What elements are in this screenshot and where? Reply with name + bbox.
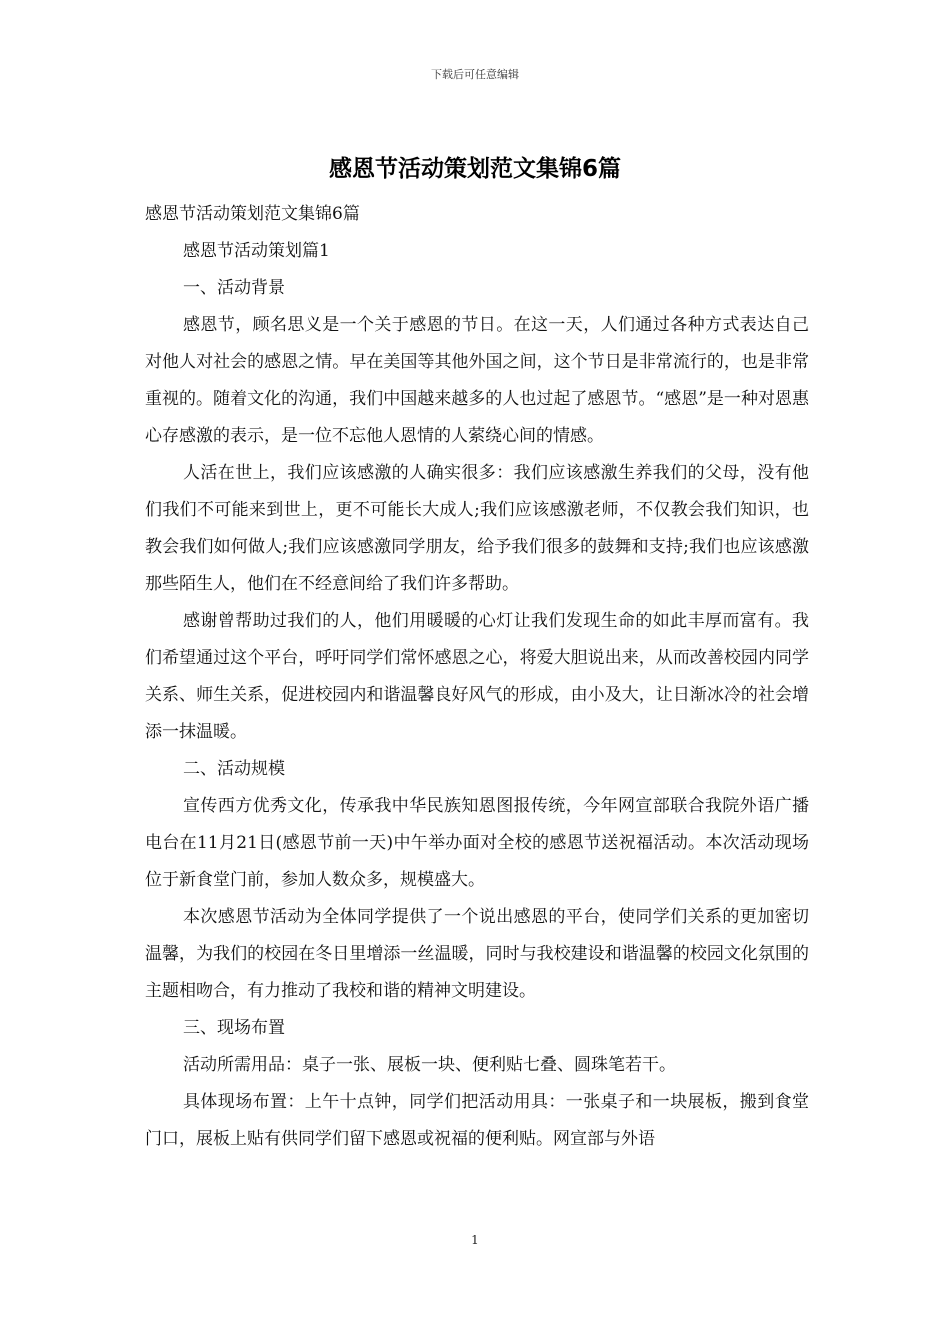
paragraph: 感恩节，顾名思义是一个关于感恩的节日。在这一天，人们通过各种方式表达自己对他人对社会的感恩之情。早在美国等其他外国之间，这个节日是非常流行的，也是非常重视的。随着文化的沟通，我们中国越来越多的人也过起了感恩节。“感恩”是一种对恩惠心存感激的表示，是一位不忘他人恩情的人萦绕心间的情感。 [145, 315, 809, 446]
section-heading: 二、活动规模 [183, 759, 285, 779]
section-heading: 一、活动背景 [183, 278, 285, 298]
paragraph: 感谢曾帮助过我们的人，他们用暖暖的心灯让我们发现生命的如此丰厚而富有。我们希望通过这个平台，呼吁同学们常怀感恩之心，将爱大胆说出来，从而改善校园内同学关系、师生关系，促进校园内和谐温馨良好风气的形成，由小及大，让日渐冰冷的社会增添一抹温暖。 [145, 611, 809, 742]
section-heading: 感恩节活动策划篇1 [183, 241, 330, 261]
document-body [145, 196, 809, 1158]
paragraph: 具体现场布置：上午十点钟，同学们把活动用具：一张桌子和一块展板，搬到食堂门口，展板上贴有供同学们留下感恩或祝福的便利贴。网宣部与外语 [145, 1092, 809, 1149]
paragraph: 人活在世上，我们应该感激的人确实很多：我们应该感激生养我们的父母，没有他们我们不可能来到世上，更不可能长大成人;我们应该感激老师，不仅教会我们知识，也教会我们如何做人;我们应该感激同学朋友，给予我们很多的鼓舞和支持;我们也应该感激那些陌生人，他们在不经意间给了我们许多帮助。 [145, 463, 809, 594]
document-title: 感恩节活动策划范文集锦6篇 [328, 156, 621, 182]
paragraph: 宣传西方优秀文化，传承我中华民族知恩图报传统，今年网宣部联合我院外语广播电台在11月21日(感恩节前一天)中午举办面对全校的感恩节送祝福活动。本次活动现场位于新食堂门前，参加人数众多，规模盛大。 [145, 796, 809, 890]
section-heading: 三、现场布置 [183, 1018, 285, 1038]
paragraph: 感恩节活动策划范文集锦6篇 [145, 204, 360, 224]
paragraph: 活动所需用品：桌子一张、展板一块、便利贴七叠、圆珠笔若干。 [183, 1055, 676, 1075]
page-number: 1 [471, 1233, 479, 1247]
paragraph: 本次感恩节活动为全体同学提供了一个说出感恩的平台，使同学们关系的更加密切温馨，为我们的校园在冬日里增添一丝温暖，同时与我校建设和谐温馨的校园文化氛围的主题相吻合，有力推动了我校和谐的精神文明建设。 [145, 907, 809, 1001]
header-note: 下载后可任意编辑 [431, 68, 519, 81]
